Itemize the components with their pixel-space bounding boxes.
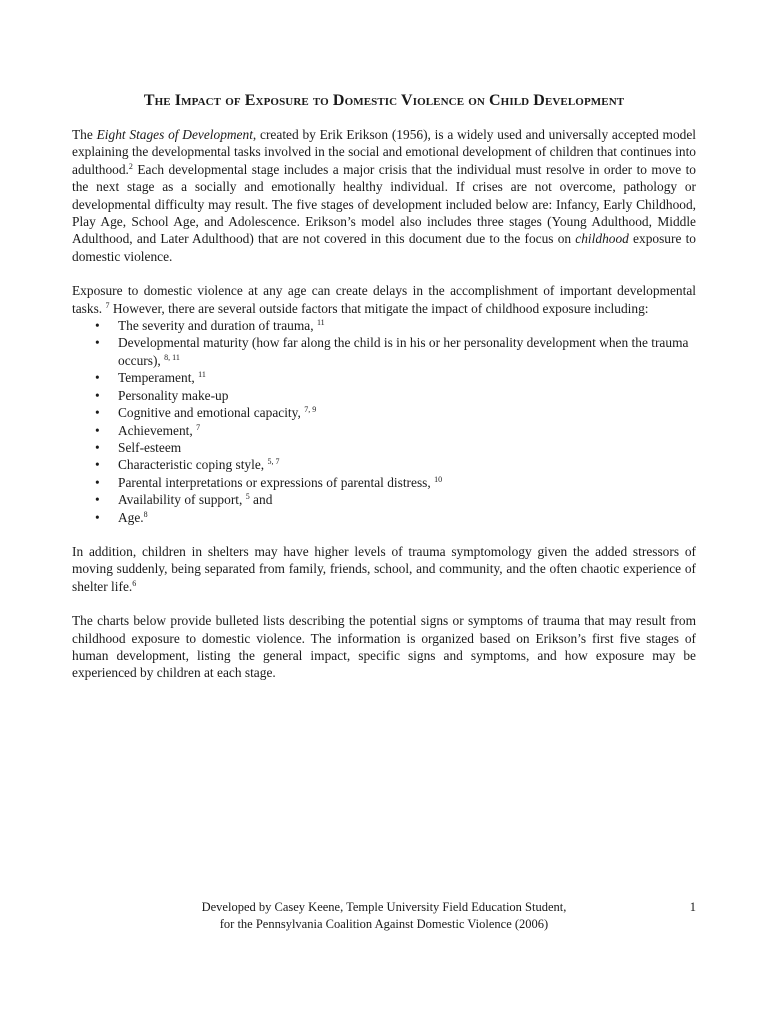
list-item xyxy=(72,474,696,491)
list-item-text: Cognitive and emotional capacity, xyxy=(118,405,305,421)
bullet-icon: • xyxy=(95,405,100,421)
mitigating-factors-list xyxy=(72,317,696,526)
page-number: 1 xyxy=(689,900,696,914)
intro-emphasis-stages: Eight Stages of Development xyxy=(96,127,253,142)
citation-superscript: 8 xyxy=(143,509,148,519)
bullet-icon: • xyxy=(95,457,100,473)
intro-text-d: exposure to domestic violence. xyxy=(72,231,696,264)
bullet-icon: • xyxy=(95,318,100,334)
list-item-text: Temperament, xyxy=(118,370,199,386)
list-item xyxy=(72,509,696,526)
citation-superscript: 11 xyxy=(198,370,206,380)
bullet-icon: • xyxy=(95,474,100,490)
citation-superscript: 7, 9 xyxy=(304,405,317,415)
bullet-icon: • xyxy=(95,335,100,351)
bullet-icon: • xyxy=(95,492,100,508)
footer-credit-line-2: for the Pennsylvania Coalition Against Domestic Violence (2006) xyxy=(219,917,549,931)
list-item xyxy=(72,491,696,508)
bullet-icon: • xyxy=(95,422,100,438)
citation-superscript: 5 xyxy=(245,492,250,502)
list-item-tail: and xyxy=(249,492,273,508)
document-page xyxy=(72,92,696,682)
list-item-text: Availability of support, xyxy=(118,492,246,508)
shelter-paragraph xyxy=(72,543,696,595)
citation-superscript: 7 xyxy=(196,422,201,432)
list-item-text: Developmental maturity (how far along the child is in his or her personality development when the trauma occurs), xyxy=(118,335,689,368)
list-item-text: Characteristic coping style, xyxy=(118,457,268,473)
list-item-text: Parental interpretations or expressions of parental distress, xyxy=(118,474,435,490)
intro-text-c: Each developmental stage includes a major crisis that the individual must resolve in order to move to the next stage as a socially and emotionally healthy individual. If crises are not overcome, pathology or developmental difficulty may result. The five stages of development included below are: Infancy, Early Childhood, Play Age, School Age, and Adolescence. Erikson’s model also includes three stages (Young Adulthood, Middle Adulthood, and Later Adulthood) that are not covered in this document due to the focus on xyxy=(72,161,696,247)
list-item xyxy=(72,387,696,404)
list-item-text: Achievement, xyxy=(118,422,197,438)
list-item xyxy=(72,439,696,456)
factors-text-b: However, there are several outside factors that mitigate the impact of childhood exposure including: xyxy=(109,300,649,316)
bullet-icon: • xyxy=(95,509,100,525)
list-item xyxy=(72,369,696,386)
list-item xyxy=(72,334,696,369)
shelter-text: In addition, children in shelters may have higher levels of trauma symptomology given the added stressors of moving suddenly, being separated from family, friends, school, and community, and the often chaotic experience of shelter life. xyxy=(72,543,696,594)
list-item-text: The severity and duration of trauma, xyxy=(118,318,317,334)
bullet-icon: • xyxy=(95,370,100,386)
citation-superscript: 8, 11 xyxy=(164,352,180,362)
citation-superscript: 7 xyxy=(105,300,110,310)
footer-credit-line-1: Developed by Casey Keene, Temple University Field Education Student, xyxy=(201,900,567,914)
list-item xyxy=(72,317,696,334)
factors-text-a: Exposure to domestic violence at any age can create delays in the accomplishment of important developmental tasks. xyxy=(72,283,696,316)
citation-superscript: 10 xyxy=(434,474,443,484)
page-footer xyxy=(72,899,696,933)
list-item-text: Age. xyxy=(118,509,144,525)
document-title: The Impact of Exposure to Domestic Violence on Child Development xyxy=(143,92,625,109)
citation-superscript: 2 xyxy=(128,161,133,171)
list-item-text: Personality make-up xyxy=(118,387,229,403)
list-item xyxy=(72,404,696,421)
intro-emphasis-childhood: childhood xyxy=(575,231,629,247)
charts-intro-paragraph: The charts below provide bulleted lists describing the potential signs or symptoms of trauma that may result from childhood exposure to domestic violence. The information is organized based on Erikson’s first five stages of human development, listing the general impact, specific signs and symptoms, and how exposure may be experienced by children at each stage. xyxy=(72,613,696,681)
list-item-text: Self-esteem xyxy=(118,439,182,455)
factors-paragraph xyxy=(72,282,696,317)
citation-superscript: 6 xyxy=(132,578,137,588)
bullet-icon: • xyxy=(95,439,100,455)
citation-superscript: 5, 7 xyxy=(267,457,280,467)
list-item xyxy=(72,422,696,439)
intro-text-b: , created by Erik Erikson (1956), is a widely used and universally accepted model explaining the developmental tasks involved in the social and emotional development of children that continues into adulthood. xyxy=(72,127,696,177)
list-item xyxy=(72,456,696,473)
citation-superscript: 11 xyxy=(316,318,325,328)
intro-paragraph xyxy=(72,126,696,265)
bullet-icon: • xyxy=(95,387,100,403)
intro-text-a: The xyxy=(72,127,97,142)
